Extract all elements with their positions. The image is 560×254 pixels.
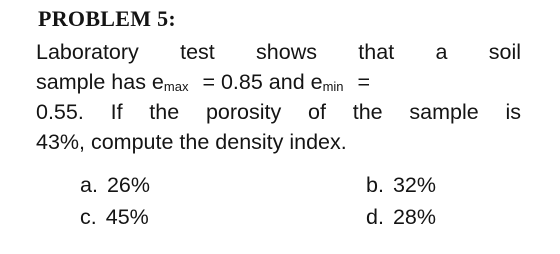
choice-b-letter: b. — [366, 173, 384, 197]
choice-a-letter: a. — [80, 173, 98, 197]
problem-heading: PROBLEM 5: — [38, 6, 177, 31]
choice-d-letter: d. — [366, 205, 384, 229]
statement-line-4: 43%, compute the density index. — [36, 130, 347, 154]
statement-emax-value: = 0.85 and e — [202, 70, 323, 94]
emax-subscript: max — [163, 79, 189, 94]
choice-a-value: 26% — [106, 173, 150, 197]
statement-line-2 — [36, 67, 536, 97]
choice-d — [366, 201, 436, 233]
problem-statement — [36, 37, 536, 157]
emin-subscript: min — [322, 79, 344, 94]
statement-sample-has: sample has e — [36, 70, 164, 94]
statement-equals: = — [357, 70, 371, 94]
statement-line-3: 0.55. If the porosity of the sample is — [36, 100, 521, 124]
choice-b-value: 32% — [392, 173, 436, 197]
choice-b — [366, 169, 436, 201]
choice-c-letter: c. — [80, 205, 97, 229]
statement-line-1: Laboratory test shows that a soil — [36, 40, 521, 64]
choice-d-value: 28% — [392, 205, 436, 229]
choice-c-value: 45% — [105, 205, 149, 229]
choice-a — [80, 169, 150, 201]
choice-c — [80, 201, 149, 233]
